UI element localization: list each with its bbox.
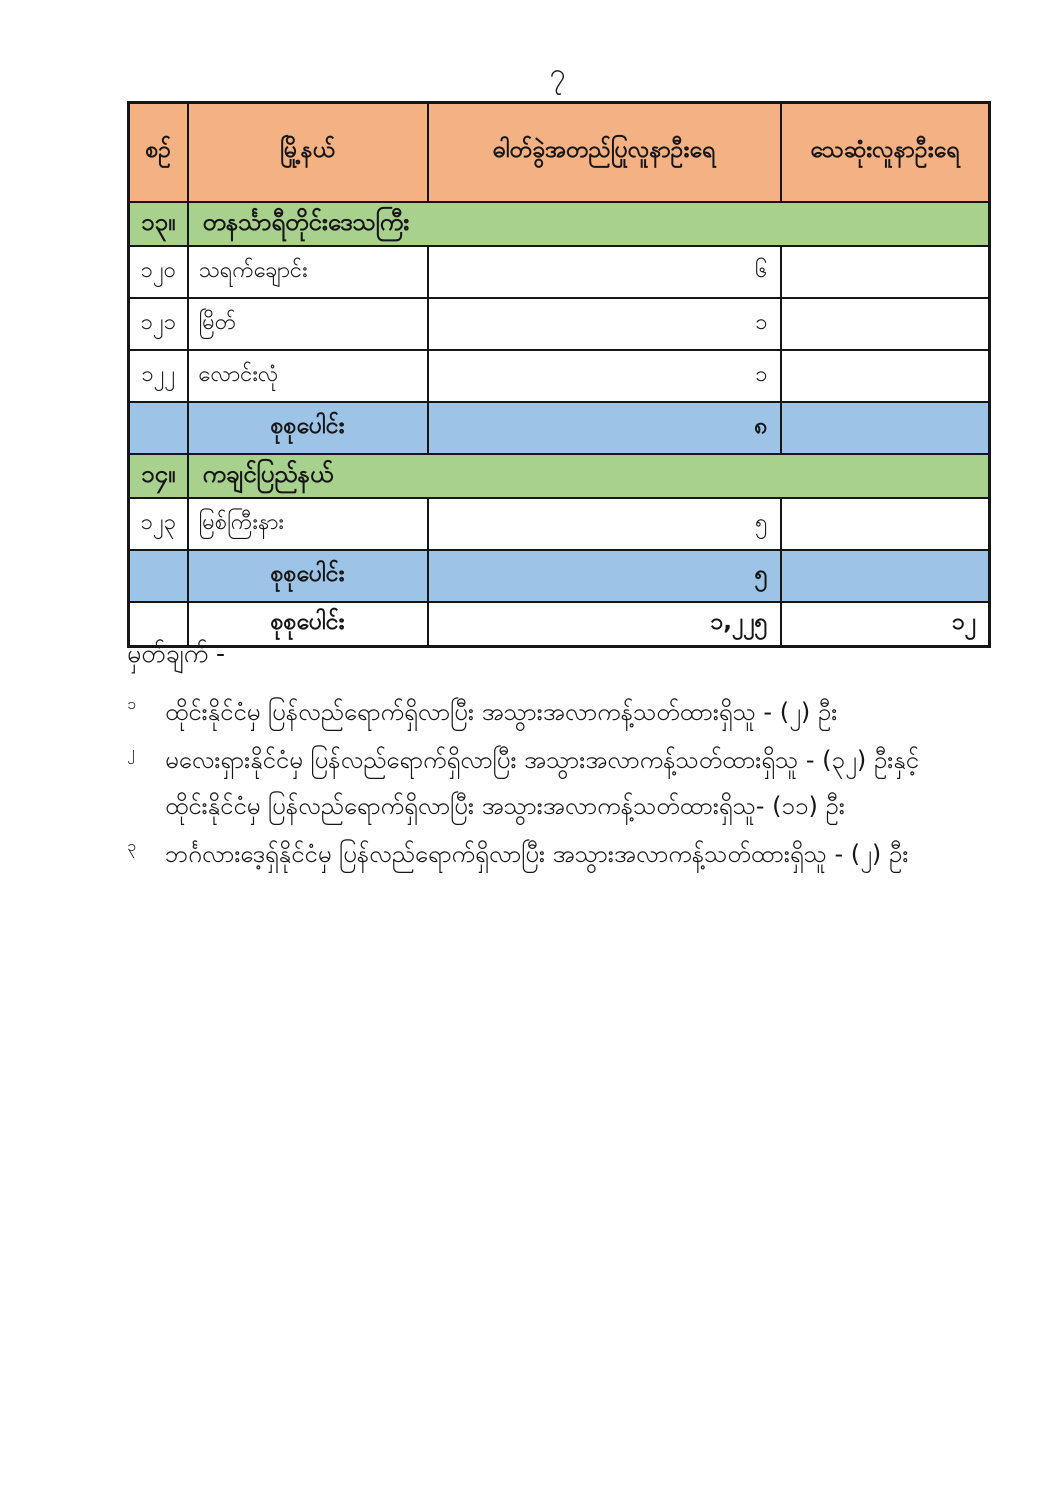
notes-section xyxy=(127,638,1007,879)
note-text: ဘင်္ဂလားဒေ့ရှ်နိုင်ငံမှ ပြန်လည်ရောက်ရှိလာပြီး အသွားအလာကန့်သတ်ထားရှိသူ - (၂) ဦး xyxy=(165,840,909,868)
table-row xyxy=(129,246,990,298)
grand-total-deaths: ၁၂ xyxy=(781,602,990,647)
total-deaths xyxy=(781,402,990,454)
page-number: ၇ xyxy=(549,57,566,90)
row-serial: ၁၂၃ xyxy=(129,498,188,550)
note-item xyxy=(127,831,1007,877)
notes-title: မှတ်ချက် - xyxy=(127,639,226,668)
total-label: စုစုပေါင်း xyxy=(188,550,428,602)
column-header-township: မြို့နယ် xyxy=(188,103,428,202)
section-label: တနင်္သာရီတိုင်းဒေသကြီး xyxy=(188,202,990,246)
note-marker: ၂ xyxy=(127,742,135,761)
note-marker: ၃ xyxy=(127,836,136,855)
total-empty-cell xyxy=(129,550,188,602)
note-item xyxy=(127,689,1007,735)
table-row xyxy=(129,350,990,402)
column-header-deaths: သေဆုံးလူနာဦးရေ xyxy=(781,103,990,202)
row-township: သရက်ချောင်း xyxy=(188,246,428,298)
row-serial: ၁၂၁ xyxy=(129,298,188,350)
section-number: ၁၃။ xyxy=(129,202,188,246)
row-confirmed: ၁ xyxy=(428,298,781,350)
column-header-serial: စဉ် xyxy=(129,103,188,202)
section-number: ၁၄။ xyxy=(129,454,188,498)
note-marker: ၁ xyxy=(127,694,136,713)
row-serial: ၁၂၀ xyxy=(129,246,188,298)
row-township: မြိတ် xyxy=(188,298,428,350)
total-deaths xyxy=(781,550,990,602)
grand-total-label: စုစုပေါင်း xyxy=(188,602,428,647)
row-serial: ၁၂၂ xyxy=(129,350,188,402)
total-empty-cell xyxy=(129,402,188,454)
note-text: ထိုင်းနိုင်ငံမှ ပြန်လည်ရောက်ရှိလာပြီး အသွားအလာကန့်သတ်ထားရှိသူ- (၁၁) ဦး xyxy=(165,792,845,820)
table-row xyxy=(129,498,990,550)
header-row xyxy=(129,103,990,202)
section-total-row xyxy=(129,402,990,454)
section-total-row xyxy=(129,550,990,602)
section-row-kachin xyxy=(129,454,990,498)
total-confirmed: ၅ xyxy=(428,550,781,602)
section-row-tanintharyi xyxy=(129,202,990,246)
note-item xyxy=(127,737,1007,829)
case-report-table xyxy=(127,101,991,648)
row-confirmed: ၅ xyxy=(428,498,781,550)
table-row xyxy=(129,298,990,350)
table-header xyxy=(129,103,990,202)
section-label: ကချင်ပြည်နယ် xyxy=(188,454,990,498)
grand-total-confirmed: ၁,၂၂၅ xyxy=(428,602,781,647)
row-confirmed: ၁ xyxy=(428,350,781,402)
column-header-confirmed: ဓါတ်ခွဲအတည်ပြုလူနာဦးရေ xyxy=(428,103,781,202)
row-deaths xyxy=(781,498,990,550)
note-text: ထိုင်းနိုင်ငံမှ ပြန်လည်ရောက်ရှိလာပြီး အသွားအလာကန့်သတ်ထားရှိသူ - (၂) ဦး xyxy=(165,698,838,726)
note-text: မလေးရှားနိုင်ငံမှ ပြန်လည်ရောက်ရှိလာပြီး အသွားအလာကန့်သတ်ထားရှိသူ - (၃၂) ဦးနှင့် xyxy=(165,746,919,774)
total-confirmed: ၈ xyxy=(428,402,781,454)
row-township: မြစ်ကြီးနား xyxy=(188,498,428,550)
row-deaths xyxy=(781,246,990,298)
row-confirmed: ၆ xyxy=(428,246,781,298)
row-township: လောင်းလုံ xyxy=(188,350,428,402)
total-label: စုစုပေါင်း xyxy=(188,402,428,454)
row-deaths xyxy=(781,298,990,350)
row-deaths xyxy=(781,350,990,402)
